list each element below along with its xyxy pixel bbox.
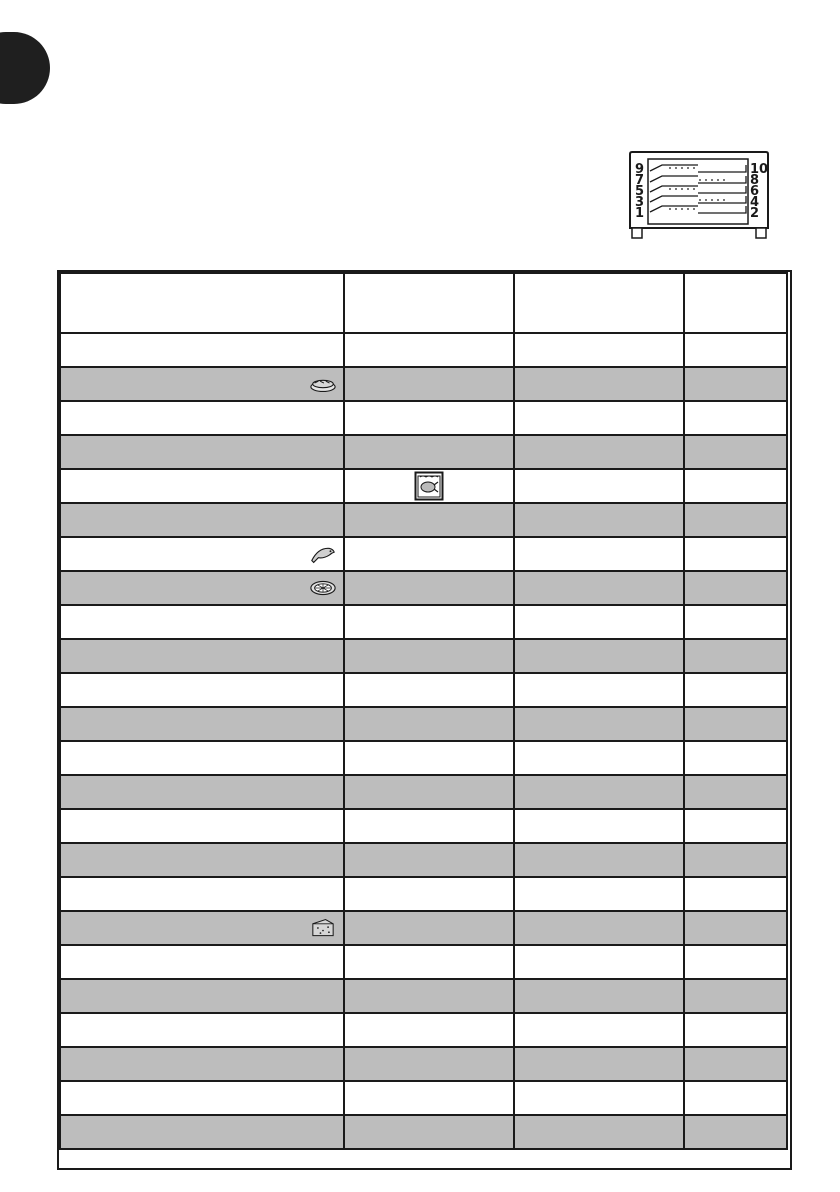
table-cell xyxy=(60,503,344,537)
oven-shelf-dot xyxy=(675,167,677,169)
cell-text xyxy=(515,345,527,360)
cell-text xyxy=(515,549,527,564)
table-cell xyxy=(60,877,344,911)
cell-text xyxy=(685,753,697,768)
table-cell xyxy=(514,673,684,707)
table-cell xyxy=(344,333,514,367)
table-cell xyxy=(60,367,344,401)
oven-shelf-diagram xyxy=(626,150,772,240)
cell-text xyxy=(61,583,73,598)
pizza-icon xyxy=(309,577,337,599)
cell-text xyxy=(515,685,527,700)
section-tab-marker xyxy=(0,32,50,104)
cell-text xyxy=(61,855,73,870)
table-cell xyxy=(684,367,787,401)
cell-text xyxy=(685,583,697,598)
table-cell xyxy=(684,707,787,741)
table-cell xyxy=(344,537,514,571)
table-cell xyxy=(60,741,344,775)
table-row xyxy=(60,673,787,707)
table-cell xyxy=(344,979,514,1013)
table-cell xyxy=(684,809,787,843)
cell-text xyxy=(515,447,527,462)
table-row xyxy=(60,741,787,775)
table-cell xyxy=(514,503,684,537)
oven-shelf-dot xyxy=(693,188,695,190)
oven-shelf-dot xyxy=(711,199,713,201)
cell-text xyxy=(515,991,527,1006)
table-row xyxy=(60,979,787,1013)
cell-text xyxy=(515,515,527,530)
cell-text xyxy=(515,617,527,632)
table-cell xyxy=(344,401,514,435)
cell-text xyxy=(515,719,527,734)
table-cell xyxy=(344,1115,514,1149)
table-row xyxy=(60,945,787,979)
oven-shelf-dot xyxy=(723,179,725,181)
table-cell xyxy=(684,435,787,469)
table-cell xyxy=(60,707,344,741)
cell-text xyxy=(61,617,73,632)
table-cell xyxy=(60,1115,344,1149)
table-cell xyxy=(344,367,514,401)
cell-text xyxy=(515,753,527,768)
table-cell xyxy=(684,1115,787,1149)
table-cell xyxy=(344,775,514,809)
table-header-row xyxy=(60,273,787,333)
table-cell xyxy=(514,1081,684,1115)
table-cell xyxy=(514,877,684,911)
table-cell xyxy=(514,605,684,639)
cell-text xyxy=(685,515,697,530)
cell-text xyxy=(685,651,697,666)
table-cell xyxy=(60,843,344,877)
oven-shelf-number-right: 6 xyxy=(750,184,760,199)
table-cell xyxy=(684,1013,787,1047)
cell-text xyxy=(61,515,73,530)
cell-text xyxy=(685,549,697,564)
table-cell xyxy=(60,469,344,503)
cell-text xyxy=(61,787,73,802)
oven-shelf-dot xyxy=(717,199,719,201)
cell-text xyxy=(345,719,357,734)
header-cell-mode xyxy=(344,273,514,333)
cell-text xyxy=(61,651,73,666)
table-cell xyxy=(514,1115,684,1149)
cell-text xyxy=(685,889,697,904)
oven-shelf-dot xyxy=(705,199,707,201)
cell-text xyxy=(515,957,527,972)
table-row xyxy=(60,707,787,741)
table-row xyxy=(60,401,787,435)
oven-shelf-dot xyxy=(681,188,683,190)
cell-text xyxy=(345,413,357,428)
cell-text xyxy=(345,855,357,870)
table-cell xyxy=(684,979,787,1013)
table-cell xyxy=(344,503,514,537)
oven-shelf-dot xyxy=(687,208,689,210)
oven-shelf-dot xyxy=(675,208,677,210)
cell-text xyxy=(685,821,697,836)
table-cell xyxy=(60,571,344,605)
cell-text xyxy=(61,923,73,938)
table-cell xyxy=(514,911,684,945)
cell-text xyxy=(61,481,73,496)
table-cell xyxy=(684,877,787,911)
table-cell xyxy=(60,1081,344,1115)
table-row xyxy=(60,639,787,673)
table-cell xyxy=(684,1047,787,1081)
table-cell xyxy=(344,911,514,945)
cell-text xyxy=(515,1093,527,1108)
fish-icon xyxy=(309,543,337,565)
oven-shelf-number-left: 7 xyxy=(635,173,645,188)
table-cell xyxy=(684,401,787,435)
table-cell xyxy=(344,639,514,673)
cell-text xyxy=(61,447,73,462)
table-cell xyxy=(60,775,344,809)
oven-shelf-number-right: 8 xyxy=(750,173,760,188)
cell-text xyxy=(685,1025,697,1040)
header-cell-food xyxy=(60,273,344,333)
table-cell xyxy=(344,741,514,775)
cell-text xyxy=(61,685,73,700)
table-cell xyxy=(684,843,787,877)
table-row xyxy=(60,571,787,605)
table-cell xyxy=(60,1047,344,1081)
cell-text xyxy=(515,1025,527,1040)
table-cell xyxy=(344,843,514,877)
table-cell xyxy=(684,469,787,503)
oven-roast-chicken-icon xyxy=(414,471,444,501)
table-cell xyxy=(684,945,787,979)
table-cell xyxy=(684,571,787,605)
table-cell xyxy=(684,673,787,707)
table-row xyxy=(60,1115,787,1149)
table-cell xyxy=(344,435,514,469)
oven-shelf-dot xyxy=(723,199,725,201)
table-cell xyxy=(60,605,344,639)
table-cell xyxy=(684,503,787,537)
cell-text xyxy=(61,413,73,428)
table-cell xyxy=(344,707,514,741)
oven-shelf-dot xyxy=(705,179,707,181)
cell-text xyxy=(345,1127,357,1142)
header-cell-time xyxy=(684,273,787,333)
cell-text xyxy=(345,481,357,496)
cell-text xyxy=(345,617,357,632)
cell-text xyxy=(345,821,357,836)
table-cell xyxy=(514,809,684,843)
oven-shelf-number-left: 3 xyxy=(635,195,645,210)
table-cell xyxy=(344,1047,514,1081)
cell-text xyxy=(685,379,697,394)
cell-text xyxy=(345,1093,357,1108)
cell-text xyxy=(515,1127,527,1142)
cell-text xyxy=(685,787,697,802)
table-cell xyxy=(514,843,684,877)
cell-text xyxy=(345,1059,357,1074)
oven-shelf-dot xyxy=(711,179,713,181)
table-cell xyxy=(60,945,344,979)
oven-shelf-dot xyxy=(681,208,683,210)
cell-text xyxy=(61,1127,73,1142)
cooking-guide-table xyxy=(59,272,788,1150)
cell-text xyxy=(515,379,527,394)
table-row xyxy=(60,503,787,537)
table-row xyxy=(60,1047,787,1081)
cell-text xyxy=(345,379,357,394)
table-row xyxy=(60,537,787,571)
cell-text xyxy=(345,583,357,598)
oven-shelf-dot xyxy=(687,188,689,190)
cell-text xyxy=(61,821,73,836)
table-cell xyxy=(344,673,514,707)
cell-text xyxy=(685,481,697,496)
cell-text xyxy=(61,1093,73,1108)
table-row xyxy=(60,367,787,401)
cell-text xyxy=(345,787,357,802)
table-cell xyxy=(514,469,684,503)
table-cell xyxy=(514,333,684,367)
table-cell xyxy=(514,367,684,401)
cell-text xyxy=(685,1059,697,1074)
table-cell xyxy=(344,809,514,843)
table-cell xyxy=(514,979,684,1013)
cell-text xyxy=(685,685,697,700)
table-row xyxy=(60,809,787,843)
pie-dish-icon xyxy=(309,373,337,395)
oven-shelf-dot xyxy=(669,208,671,210)
table-cell xyxy=(514,639,684,673)
cell-text xyxy=(345,549,357,564)
table-cell xyxy=(60,639,344,673)
oven-shelf-dot xyxy=(675,188,677,190)
table-cell xyxy=(344,571,514,605)
header-cell-temperature xyxy=(514,273,684,333)
cell-text xyxy=(61,753,73,768)
cell-text xyxy=(685,923,697,938)
cell-text xyxy=(515,889,527,904)
cell-text xyxy=(685,413,697,428)
table-cell xyxy=(514,741,684,775)
oven-shelf-number-right: 2 xyxy=(750,206,760,221)
table-row xyxy=(60,775,787,809)
cell-text xyxy=(515,855,527,870)
oven-shelf-dot xyxy=(669,188,671,190)
cell-text xyxy=(685,855,697,870)
cell-text xyxy=(685,345,697,360)
cell-text xyxy=(345,1025,357,1040)
table-cell xyxy=(514,707,684,741)
table-cell xyxy=(514,1047,684,1081)
cell-text xyxy=(61,957,73,972)
cell-text xyxy=(61,1025,73,1040)
table-cell xyxy=(60,673,344,707)
table-row xyxy=(60,1081,787,1115)
table-cell xyxy=(344,877,514,911)
cell-text xyxy=(345,991,357,1006)
cell-text xyxy=(685,447,697,462)
table-row xyxy=(60,911,787,945)
cell-text xyxy=(515,481,527,496)
cell-text xyxy=(345,345,357,360)
table-cell xyxy=(60,809,344,843)
oven-shelf-number-left: 1 xyxy=(635,206,645,221)
table-cell xyxy=(344,1013,514,1047)
table-row xyxy=(60,1013,787,1047)
table-row xyxy=(60,435,787,469)
table-row xyxy=(60,469,787,503)
cell-text xyxy=(61,991,73,1006)
cell-text xyxy=(685,957,697,972)
cell-text xyxy=(515,1059,527,1074)
oven-shelf-dot xyxy=(687,167,689,169)
cell-text xyxy=(61,549,73,564)
table-row xyxy=(60,877,787,911)
table-cell xyxy=(514,945,684,979)
cell-text xyxy=(345,515,357,530)
table-cell xyxy=(684,911,787,945)
table-cell xyxy=(514,571,684,605)
oven-shelf-number-right: 4 xyxy=(750,195,760,210)
cake-slice-icon xyxy=(309,917,337,939)
cell-text xyxy=(61,345,73,360)
oven-shelf-dot xyxy=(669,167,671,169)
table-row xyxy=(60,333,787,367)
table-cell xyxy=(684,333,787,367)
cell-text xyxy=(515,787,527,802)
table-cell xyxy=(684,605,787,639)
oven-shelf-number-left: 5 xyxy=(635,184,645,199)
cell-text xyxy=(515,413,527,428)
oven-shelf-dot xyxy=(693,208,695,210)
table-cell xyxy=(344,1081,514,1115)
table-cell xyxy=(60,435,344,469)
table-cell xyxy=(514,1013,684,1047)
table-cell xyxy=(344,945,514,979)
cell-text xyxy=(515,583,527,598)
table-cell xyxy=(684,537,787,571)
cell-text xyxy=(345,957,357,972)
cell-text xyxy=(61,1059,73,1074)
table-cell xyxy=(514,401,684,435)
table-row xyxy=(60,605,787,639)
table-cell xyxy=(684,1081,787,1115)
cell-text xyxy=(685,719,697,734)
cell-text xyxy=(515,923,527,938)
oven-shelf-number-right: 10 xyxy=(750,162,769,177)
cell-text xyxy=(685,1093,697,1108)
cell-text xyxy=(61,719,73,734)
cell-text xyxy=(345,447,357,462)
cell-text xyxy=(515,821,527,836)
cell-text xyxy=(685,617,697,632)
cell-text xyxy=(685,1127,697,1142)
table-cell xyxy=(60,537,344,571)
table-cell xyxy=(60,1013,344,1047)
table-cell xyxy=(344,469,514,503)
table-cell xyxy=(514,435,684,469)
cell-text xyxy=(345,753,357,768)
table-cell xyxy=(514,775,684,809)
table-cell xyxy=(60,401,344,435)
cell-text xyxy=(61,889,73,904)
cell-text xyxy=(685,991,697,1006)
oven-shelf-dot xyxy=(699,199,701,201)
cell-text xyxy=(345,685,357,700)
table-row xyxy=(60,843,787,877)
oven-shelf-number-left: 9 xyxy=(635,162,645,177)
oven-shelf-dot xyxy=(681,167,683,169)
table-cell xyxy=(684,775,787,809)
cell-text xyxy=(515,651,527,666)
cell-text xyxy=(345,889,357,904)
oven-shelf-dot xyxy=(699,179,701,181)
table-cell xyxy=(60,979,344,1013)
table-cell xyxy=(60,911,344,945)
table-cell xyxy=(684,639,787,673)
oven-shelf-dot xyxy=(717,179,719,181)
table-cell xyxy=(514,537,684,571)
cell-text xyxy=(345,923,357,938)
oven-shelf-dot xyxy=(693,167,695,169)
cell-text xyxy=(61,379,73,394)
table-cell xyxy=(684,741,787,775)
table-cell xyxy=(60,333,344,367)
cell-text xyxy=(345,651,357,666)
table-cell xyxy=(344,605,514,639)
